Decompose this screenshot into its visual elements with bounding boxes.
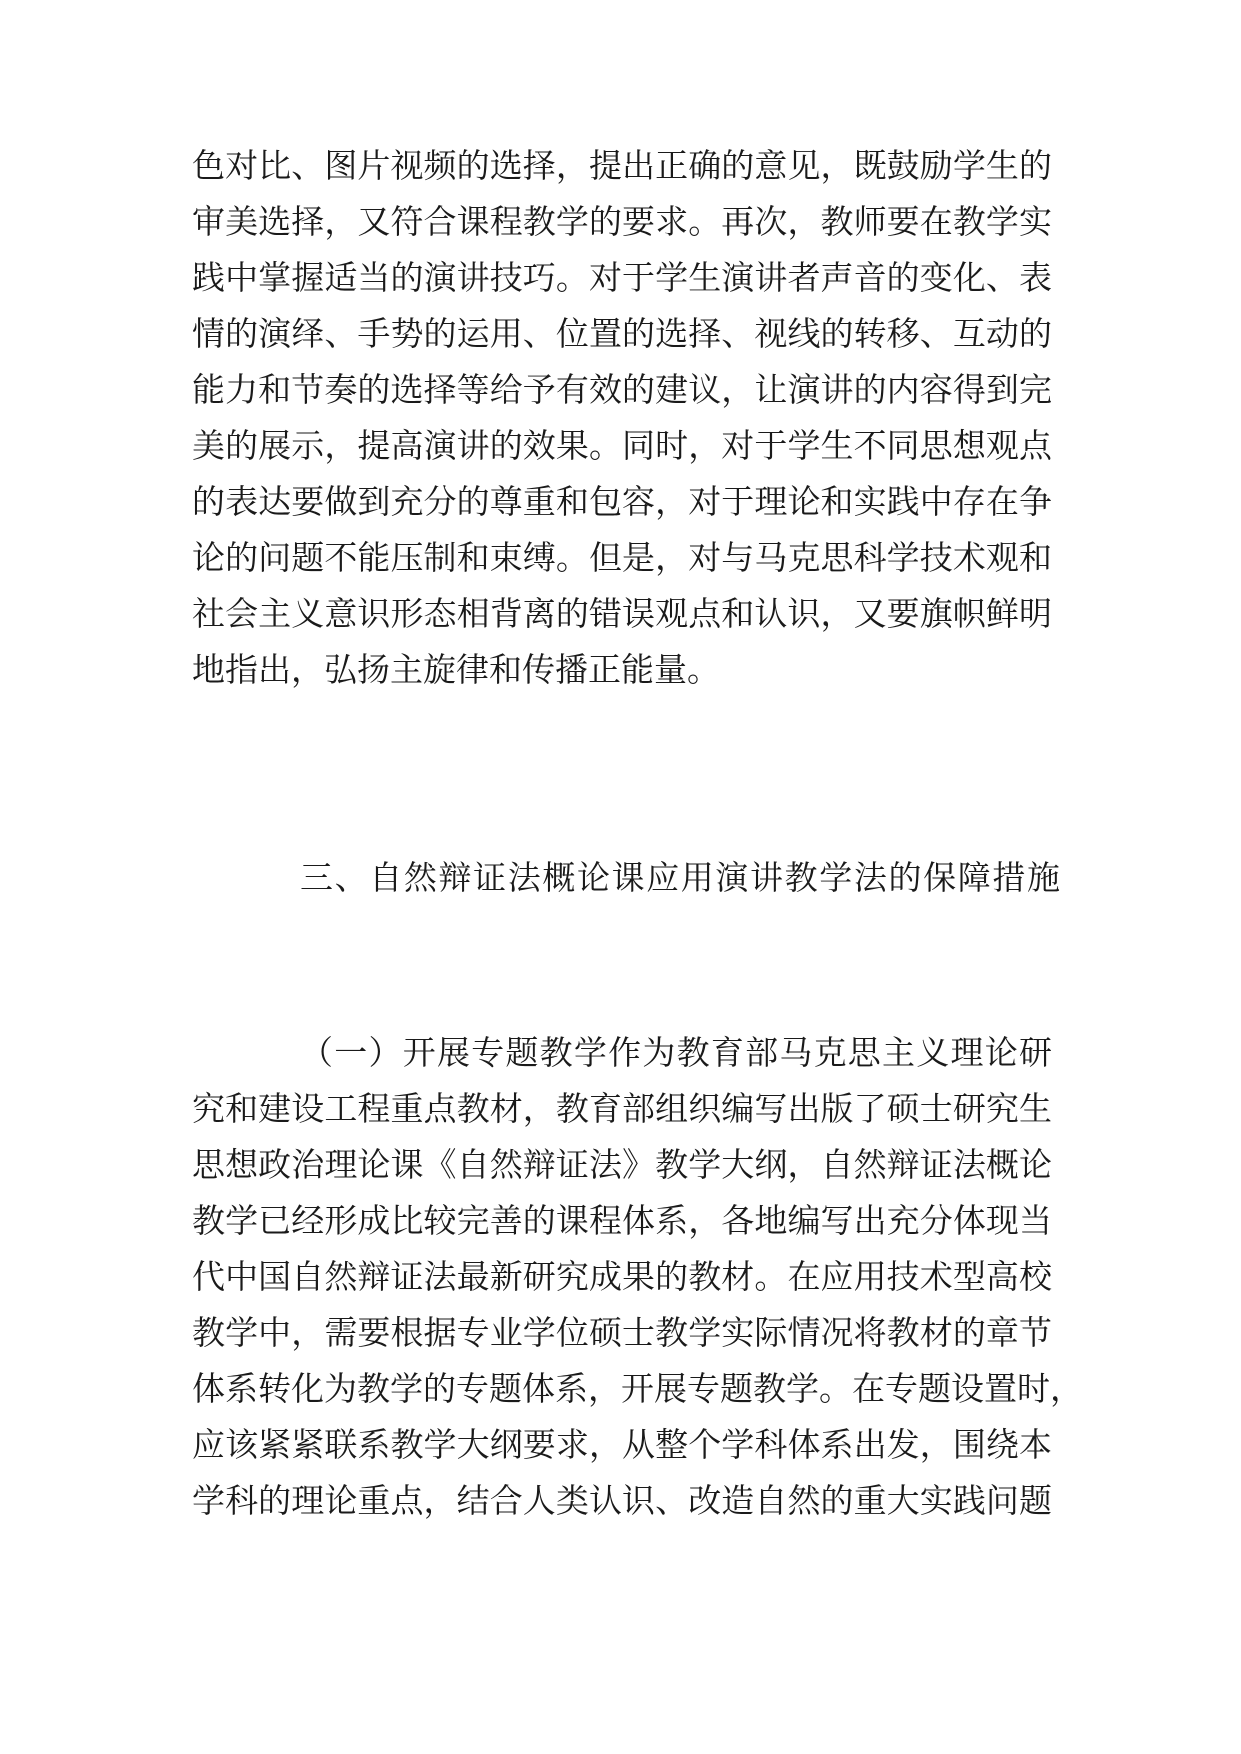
paragraph-line: 教学已经形成比较完善的课程体系，各地编写出充分体现当 (192, 1201, 1052, 1240)
paragraph-first-line: （一）开展专题教学作为教育部马克思主义理论研 (300, 1033, 1052, 1072)
paragraph-line: 美的展示，提高演讲的效果。同时，对于学生不同思想观点 (192, 426, 1052, 465)
paragraph-line: 能力和节奏的选择等给予有效的建议，让演讲的内容得到完 (192, 370, 1052, 409)
paragraph-line: 践中掌握适当的演讲技巧。对于学生演讲者声音的变化、表 (192, 258, 1052, 297)
paragraph-line: 应该紧紧联系教学大纲要求，从整个学科体系出发，围绕本 (192, 1425, 1052, 1464)
paragraph-line: 情的演绎、手势的运用、位置的选择、视线的转移、互动的 (192, 314, 1052, 353)
paragraph-line: 社会主义意识形态相背离的错误观点和认识，又要旗帜鲜明 (192, 594, 1052, 633)
section-heading: 三、自然辩证法概论课应用演讲教学法的保障措施 (300, 858, 1060, 897)
paragraph-line: 地指出，弘扬主旋律和传播正能量。 (192, 650, 720, 689)
paragraph-line: 代中国自然辩证法最新研究成果的教材。在应用技术型高校 (192, 1257, 1052, 1296)
paragraph-line: 论的问题不能压制和束缚。但是，对与马克思科学技术观和 (192, 538, 1052, 577)
paragraph-line: 思想政治理论课《自然辩证法》教学大纲，自然辩证法概论 (192, 1145, 1052, 1184)
paragraph-line: 色对比、图片视频的选择，提出正确的意见，既鼓励学生的 (192, 146, 1052, 185)
paragraph-line: 体系转化为教学的专题体系，开展专题教学。在专题设置时， (192, 1369, 1083, 1408)
paragraph-line: 的表达要做到充分的尊重和包容，对于理论和实践中存在争 (192, 482, 1052, 521)
paragraph-line: 教学中，需要根据专业学位硕士教学实际情况将教材的章节 (192, 1313, 1052, 1352)
paragraph-line: 学科的理论重点，结合人类认识、改造自然的重大实践问题 (192, 1481, 1052, 1520)
paragraph-line: 究和建设工程重点教材，教育部组织编写出版了硕士研究生 (192, 1089, 1052, 1128)
paragraph-line: 审美选择，又符合课程教学的要求。再次，教师要在教学实 (192, 202, 1052, 241)
